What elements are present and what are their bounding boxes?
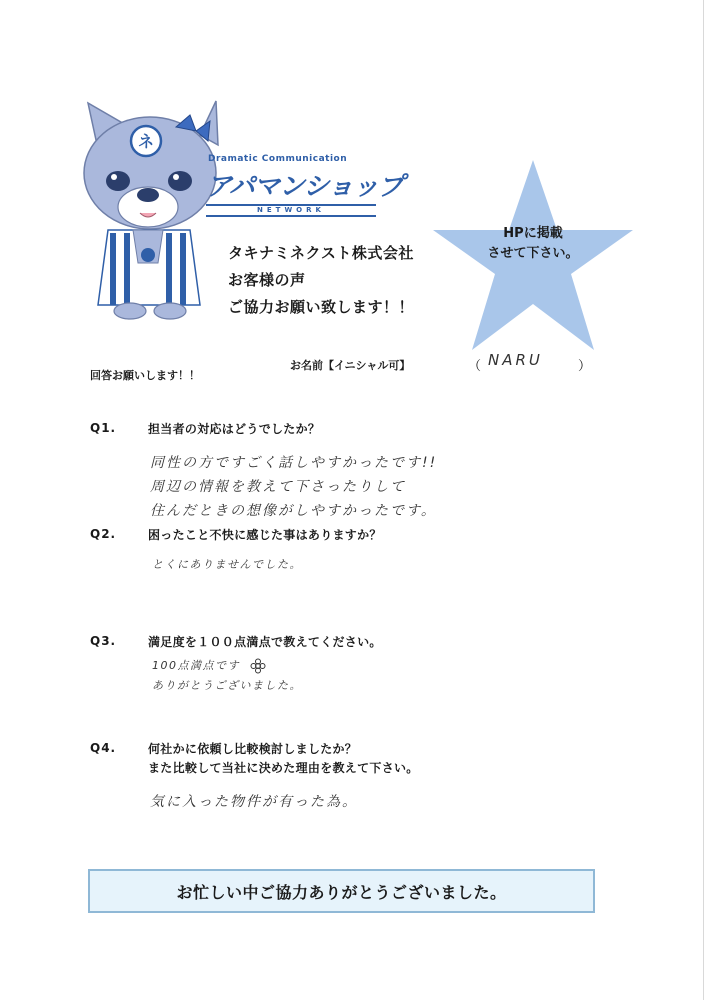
name-field-label: お名前【イニシャル可】 <box>290 359 411 372</box>
name-field-value: NARU <box>488 351 543 369</box>
q1-text: 担当者の対応はどうでしたか？ <box>148 422 321 436</box>
logo-subline: NETWORK <box>206 204 376 217</box>
survey-header <box>228 240 414 321</box>
q3-answer-text: 100点満点です <box>152 659 240 672</box>
q1-answer <box>150 451 437 523</box>
q2-number: Q2. <box>90 527 117 541</box>
q1-answer-line: 周辺の情報を教えて下さったりして <box>150 479 406 495</box>
q4-text <box>148 740 419 778</box>
company-name: タキナミネクスト株式会社 <box>228 244 414 262</box>
thanks-banner: お忙しい中ご協力ありがとうございました。 <box>88 869 595 913</box>
mascot-badge-glyph: ネ <box>137 132 155 151</box>
star-badge-line2: させて下さい。 <box>487 246 579 261</box>
mascot-right-eye <box>168 171 192 191</box>
logo-tagline: Dramatic Communication <box>208 154 348 164</box>
star-badge-text <box>430 224 636 264</box>
answer-request: 回答お願いします！！ <box>90 369 200 382</box>
q4-text-line2: また比較して当社に決めた理由を教えて下さい。 <box>148 761 419 775</box>
q1-answer-line: 同性の方ですごく話しやすかったです!! <box>150 455 438 471</box>
q3-answer-line: ありがとうございました。 <box>152 679 302 692</box>
q4-number: Q4. <box>90 741 117 755</box>
cooperation-request: ご協力お願い致します！！ <box>228 298 415 316</box>
name-open-paren: （ <box>468 359 482 374</box>
q4-text-line1: 何社かに依頼し比較検討しましたか？ <box>148 742 358 756</box>
q1-number: Q1. <box>90 421 117 435</box>
mascot-left-eye <box>106 171 130 191</box>
q2-answer: とくにありませんでした。 <box>152 558 302 571</box>
q4-answer: 気に入った物件が有った為。 <box>150 794 358 810</box>
mascot-nose <box>137 188 159 202</box>
q3-number: Q3. <box>90 634 117 648</box>
q3-text: 満足度を１００点満点で教えてください。 <box>148 635 382 649</box>
q3-answer <box>152 656 302 696</box>
page-edge-line <box>703 0 704 1000</box>
flower-doodle-icon <box>249 658 267 674</box>
q2-text: 困ったこと不快に感じた事はありますか？ <box>148 528 382 542</box>
name-close-paren: ） <box>578 359 592 374</box>
logo-brand-name: アパマンショップ <box>206 172 403 202</box>
survey-title: お客様の声 <box>228 271 306 289</box>
q3-answer-line <box>152 656 302 676</box>
star-badge-line1: HPに掲載 <box>503 226 563 241</box>
q1-answer-line: 住んだときの想像がしやすかったです。 <box>150 503 437 519</box>
